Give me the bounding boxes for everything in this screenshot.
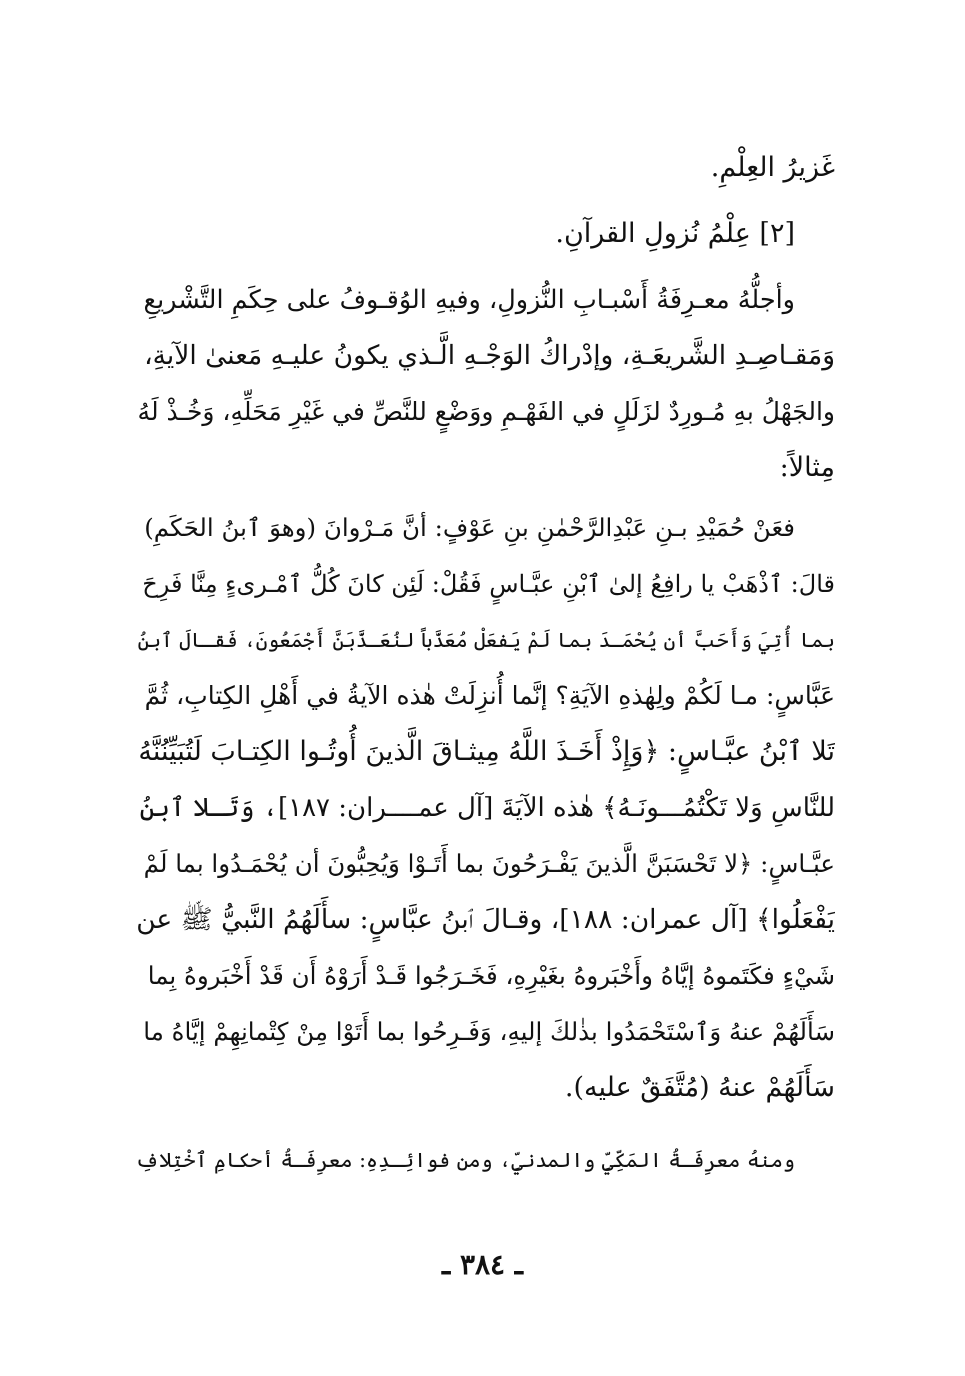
text-line: ومنهُ معرِفَـةُ المَكِّيِّ والمدنيِّ، ومن فوائِـدِهِ: معرِفَـةُ أحكامِ ٱخْتِلافِ (135, 1148, 795, 1172)
text-line: بما أُتِيَ وَأَحَبَّ أن يُحْمَـدَ بما لَمْ يَفعَلْ مُعَذَّباً لنُعَـذَّبَنَّ أَجْمَعُونَ، فَقـالَ ٱبنُ (137, 628, 835, 652)
page-number: ـ ٣٨٤ ـ (441, 1248, 524, 1281)
text-line: سَأَلَهُمْ عنهُ وَٱسْتَحْمَدُوا بذٰلكَ إليهِ، وَفَـرِحُوا بما أَتَوْا مِنْ كِتْمانِهِمْ إيَّاهُ ما (143, 1017, 835, 1046)
text-line: يَفْعَلُوا﴾ [آل عمران: ١٨٨]، وقـالَ ٱبنُ عبَّاسٍ: سأَلَهُمُ النَّبيُّ ﷺ عن (136, 904, 835, 935)
text-section-intro (135, 140, 835, 496)
text-line: فعَنْ حُمَيْدِ بـنِ عَبْدِالرَّحْمٰنِ بنِ عَوْفٍ: أنَّ مَـرْوانَ (وهوَ ٱبنُ الحَكَمِ) (144, 513, 795, 542)
text-line: قالَ: ٱذْهَبْ يا رافِعُ إلىٰ ٱبْنِ عبَّـاسٍ فَقُلْ: لَئِن كانَ كُلُّ ٱمْـرىءٍ مِنَّا فَرِحَ (142, 570, 835, 598)
text-line: عَبَّاسٍ: مـا لَكُمْ ولِهٰذهِ الآيَةِ؟ إنَّما أُنزِلَتْ هٰذه الآيةُ في أَهْلِ الكِتابِ، ثُمَّ (144, 681, 835, 710)
text-line: وَمَقـاصِـدِ الشَّريعَـةِ، وإدْراكُ الوَجْـهِ الَّـذي يكونُ عليـهِ مَعنىٰ الآيةِ، (144, 340, 835, 371)
text-section-makki-madani (135, 1132, 835, 1188)
text-line: شَيْءٍ فكَتَموهُ إيَّاهُ وأَخْبَروهُ بغَيْرِهِ، فَخَـرَجُوا قَـدْ أَرَوْهُ أَن قَدْ أَخْبَروهُ بِما (147, 961, 835, 990)
text-line: سَأَلَهُمْ عنهُ (مُتَّفَقٌ عليه). (564, 1072, 835, 1103)
section-heading: [٢] عِلْمُ نُزولِ القرآنِ. (555, 218, 795, 249)
text-line: مِثالاً: (779, 452, 835, 483)
text-line: عبَّـاسٍ: ﴿لا تَحْسَبَنَّ الَّذينَ يَفْـرَحُونَ بما أَتَـوْا وَيُحِبُّونَ أن يُحْمَـدُوا بما لَمْ (143, 849, 835, 878)
text-line: وأجلُّهُ معـرِفَةُ أَسْبـابِ النُّزولِ، وفيهِ الوُقـوفُ على حِكَمِ التَّشْريعِ (143, 285, 795, 315)
text-line: والجَهْلُ بهِ مُـورِدٌ لزَلَلٍ في الفَهْـمِ ووَضْعٍ للنَّصِّ في غَيْرِ مَحَلِّهِ، وَخُـذْ لَهُ (137, 397, 835, 426)
text-line: تَلا ٱبْنُ عبَّـاسٍ: ﴿وَإِذْ أَخَـذَ اللَّهُ مِيثـاقَ الَّذينَ أُوتُـوا الكِتـابَ لَتُبَيِّنُنَّهُ (138, 736, 835, 767)
text-section-hadith (135, 500, 835, 1116)
text-line: غَزيرُ العِلْمِ. (710, 152, 835, 183)
text-line: للنَّاسِ وَلا تَكْتُمُـــونَـهُ﴾ هٰذه الآيَةَ [آل عمــــران: ١٨٧]، وَتَـلا ٱبنُ (139, 793, 835, 823)
